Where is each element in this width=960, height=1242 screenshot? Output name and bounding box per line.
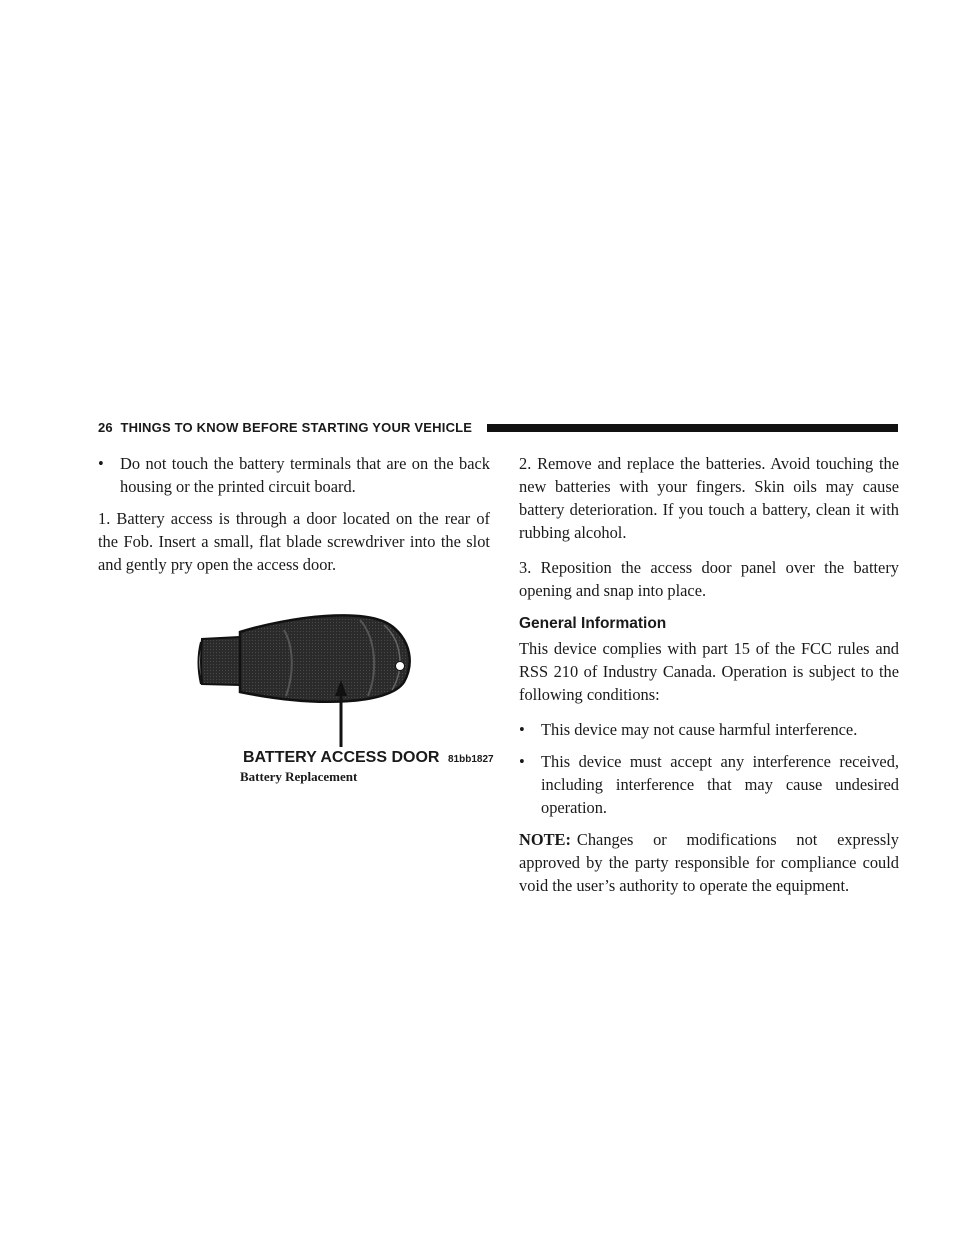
running-header — [98, 420, 472, 436]
step-1-paragraph: 1. Battery access is through a door located on the rear of the Fob. Insert a small, flat blade screwdriver into the slot and gently pry open the access door. — [98, 509, 490, 574]
intro-paragraph: This device complies with part 15 of the FCC rules and RSS 210 of Industry Canada. Operation is subject to the following conditions: — [519, 639, 899, 704]
page-header — [98, 420, 898, 438]
step-2-paragraph: 2. Remove and replace the batteries. Avoid touching the new batteries with your fingers. Skin oils may cause battery deterioration. If you touch a battery, clean it with rubbing alcohol. — [519, 454, 899, 542]
list-item — [98, 452, 490, 498]
bullet-text: This device must accept any interference received, including interference that may cause undesired operation. — [541, 752, 899, 817]
figure-label: BATTERY ACCESS DOOR — [243, 749, 440, 766]
figure-code: 81bb1827 — [448, 754, 494, 765]
note-paragraph — [519, 828, 899, 897]
bullet-dot: • — [519, 720, 525, 739]
page-number: 26 — [98, 420, 113, 435]
section-title: THINGS TO KNOW BEFORE STARTING YOUR VEHICLE — [120, 420, 473, 435]
battery-figure — [98, 612, 494, 804]
figure-caption: Battery Replacement — [240, 769, 358, 784]
right-column — [519, 452, 899, 909]
left-column — [98, 452, 490, 588]
header-rule — [487, 424, 898, 432]
key-ring-hole — [396, 662, 405, 671]
list-item — [519, 718, 899, 741]
bullet-dot: • — [519, 752, 525, 771]
bullet-dot: • — [98, 454, 104, 473]
bullet-text: Do not touch the battery terminals that are on the back housing or the printed circuit board. — [120, 454, 490, 496]
step-3-paragraph: 3. Reposition the access door panel over the battery opening and snap into place. — [519, 558, 899, 600]
note-text: Changes or modifications not expressly approved by the party responsible for compliance could void the user’s authority to operate the equipment. — [519, 830, 899, 895]
section-heading: General Information — [519, 615, 667, 632]
list-item — [519, 750, 899, 819]
note-label: NOTE: — [519, 830, 571, 849]
fob-body — [240, 615, 410, 701]
bullet-text: This device may not cause harmful interference. — [541, 720, 858, 739]
fob-blade-stub — [201, 637, 240, 685]
